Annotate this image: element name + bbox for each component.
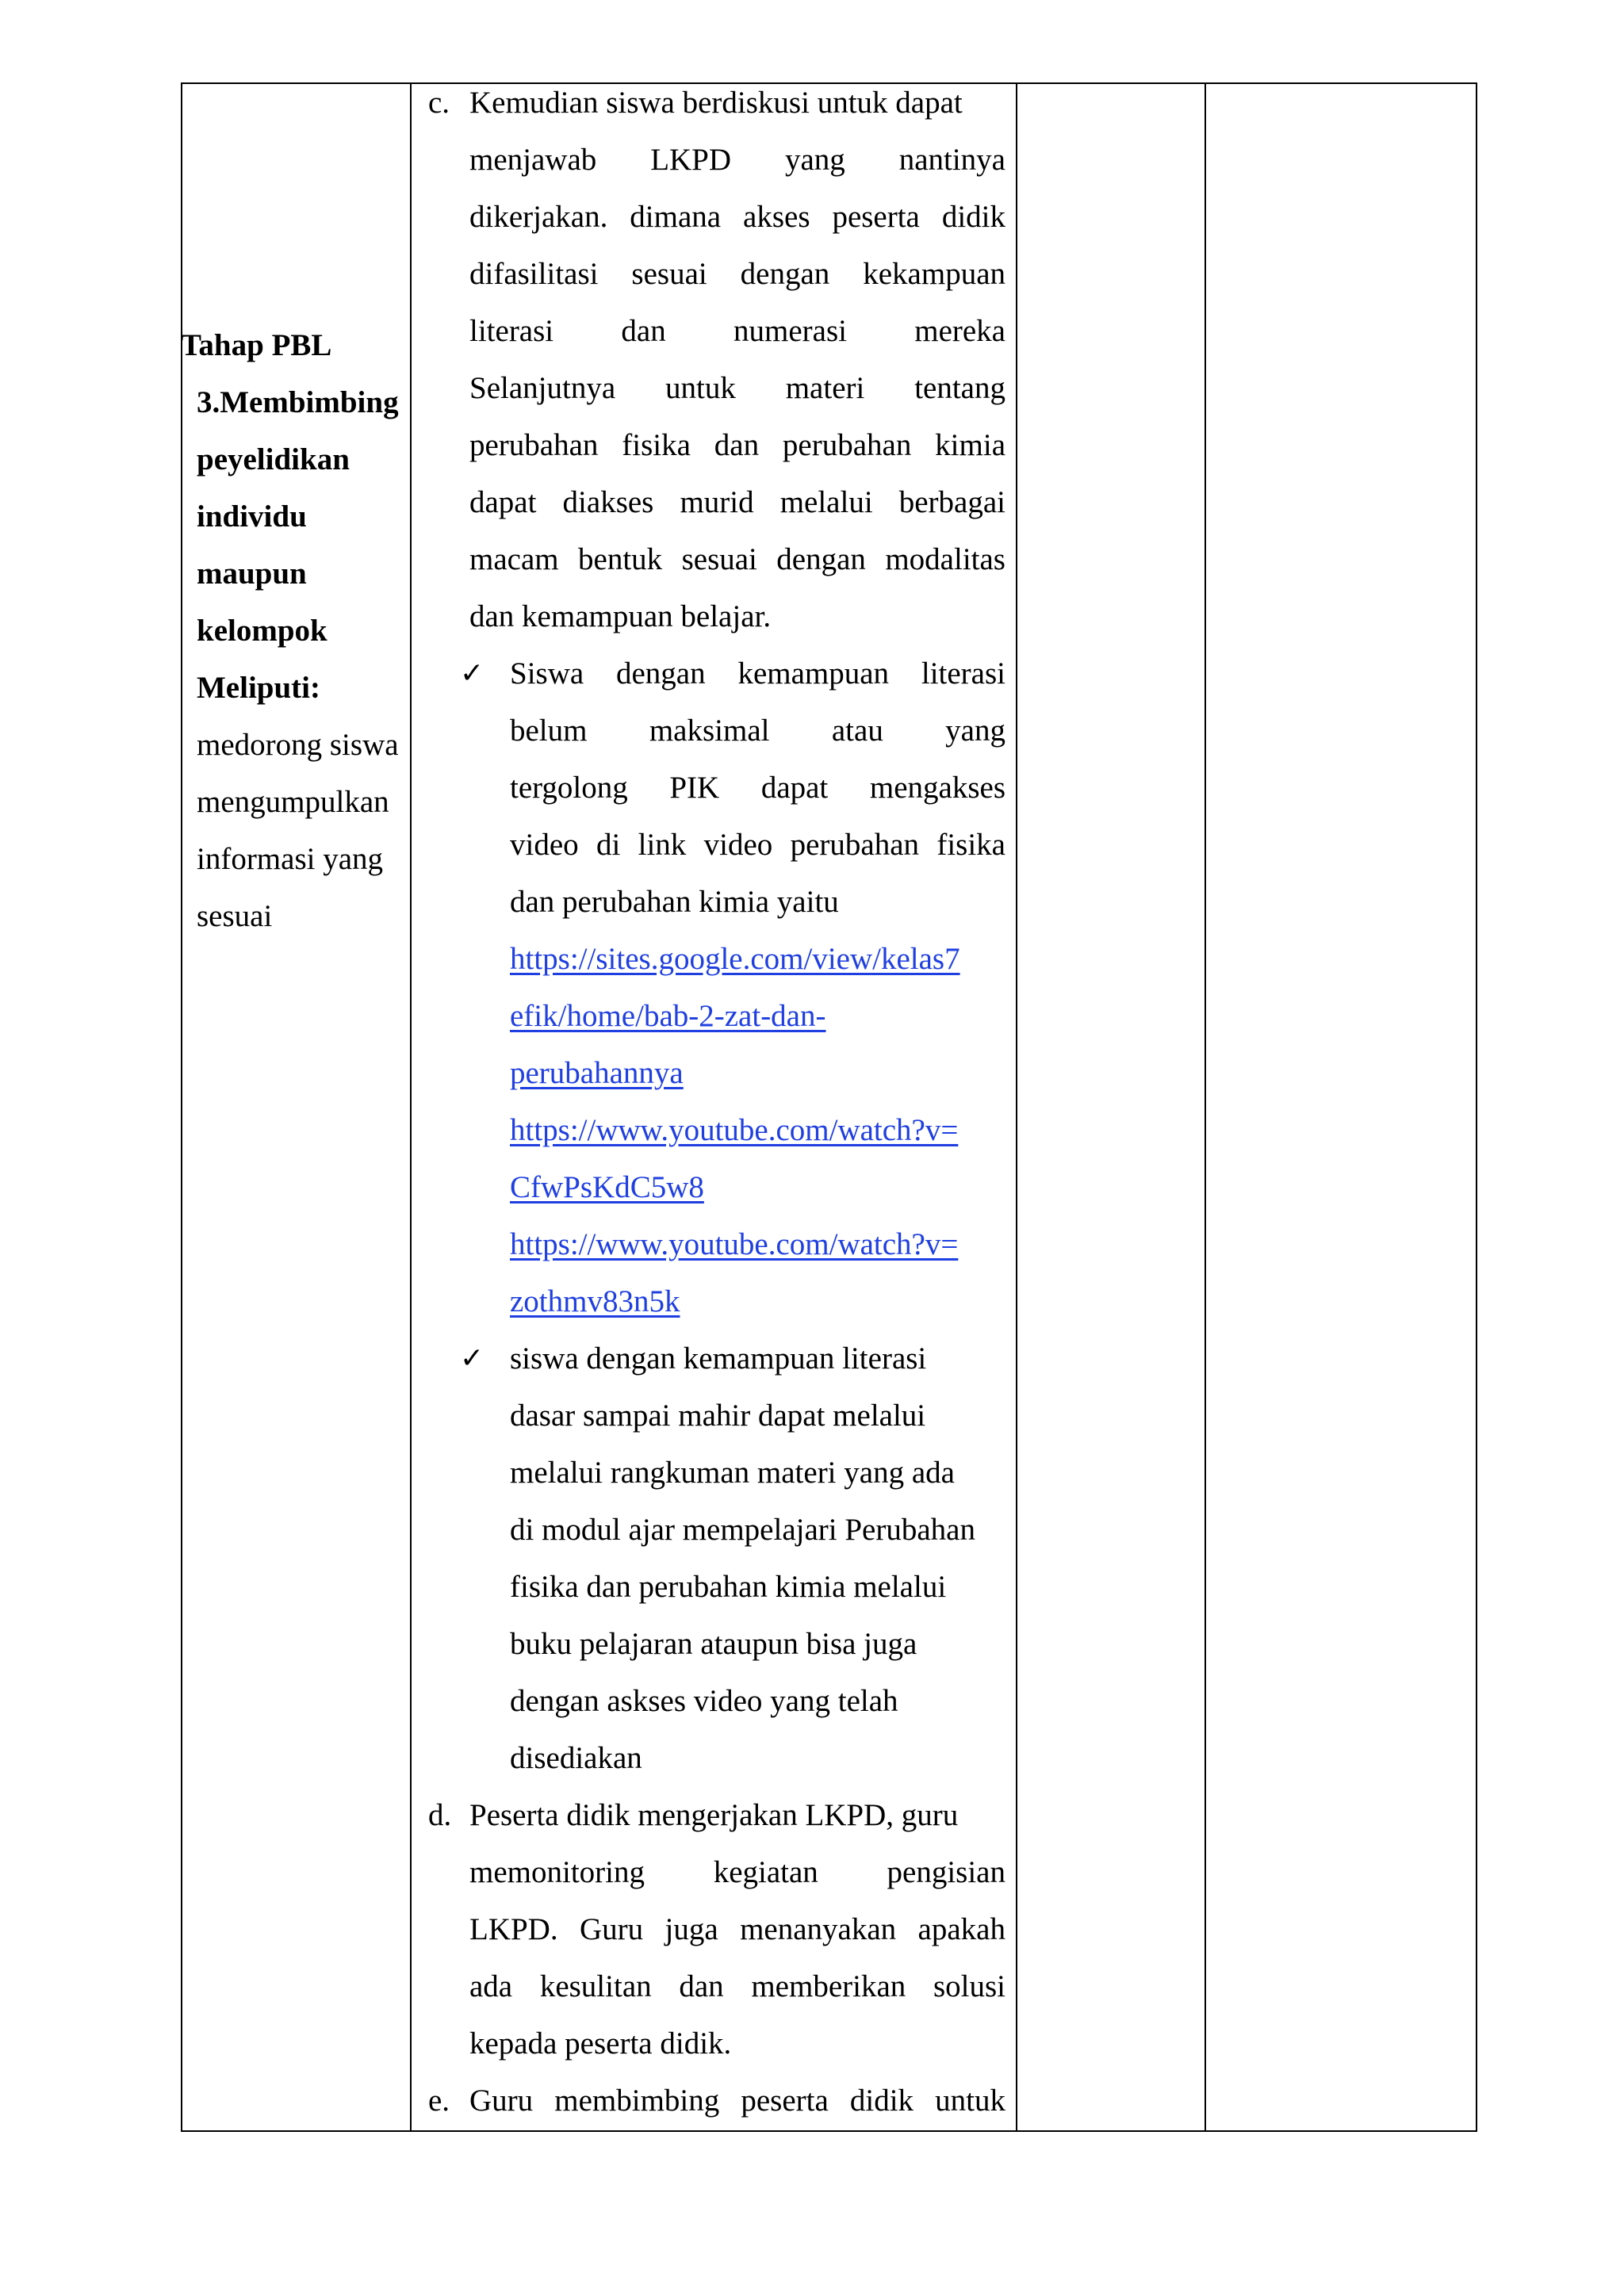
check-item-text: tergolong PIK dapat mengakses (510, 771, 1005, 805)
list-item-text: macam bentuk sesuai dengan modalitas (469, 542, 1005, 576)
list-item-text: Kemudian siswa berdiskusi untuk dapat (469, 86, 963, 120)
video-link[interactable]: zothmv83n5k (510, 1284, 680, 1318)
video-link[interactable]: https://sites.google.com/view/kelas7 (510, 942, 960, 976)
check-item-text: belum maksimal atau yang (510, 714, 1005, 748)
list-item-text: menjawab LKPD yang nantinya (469, 143, 1005, 177)
stage-step: kelompok (197, 614, 327, 648)
column-divider (1205, 84, 1206, 2130)
check-item-text: dan perubahan kimia yaitu (510, 885, 839, 919)
column-divider (1016, 84, 1017, 2130)
check-item-text: disediakan (510, 1741, 642, 1775)
list-item-text: Selanjutnya untuk materi tentang (469, 371, 1005, 405)
list-item-text: dapat diakses murid melalui berbagai (469, 485, 1005, 519)
check-item-text: siswa dengan kemampuan literasi (510, 1341, 927, 1376)
column-divider (410, 84, 412, 2130)
stage-title: Tahap PBL (181, 328, 332, 362)
list-item-text: LKPD. Guru juga menanyakan apakah (469, 1912, 1005, 1946)
stage-step: maupun (197, 557, 307, 591)
check-item-text: dengan askses video yang telah (510, 1684, 898, 1718)
list-item-text: dan kemampuan belajar. (469, 599, 772, 633)
list-item-text: kepada peserta didik. (469, 2026, 732, 2061)
list-item-text: literasi dan numerasi mereka (469, 314, 1005, 348)
list-item-text: difasilitasi sesuai dengan kekampuan (469, 257, 1005, 291)
list-item-text: perubahan fisika dan perubahan kimia (469, 428, 1005, 462)
check-item-text: di modul ajar mempelajari Perubahan (510, 1513, 975, 1547)
stage-description: mengumpulkan (197, 785, 389, 819)
check-item-text: buku pelajaran ataupun bisa juga (510, 1627, 917, 1661)
video-link[interactable]: CfwPsKdC5w8 (510, 1170, 704, 1204)
list-marker: c. (428, 86, 450, 120)
list-item-text: ada kesulitan dan memberikan solusi (469, 1969, 1005, 2003)
video-link[interactable]: perubahannya (510, 1056, 684, 1090)
list-item-text: Peserta didik mengerjakan LKPD, guru (469, 1798, 959, 1832)
stage-step: peyelidikan (197, 442, 350, 476)
list-item-text: Guru membimbing peserta didik untuk (469, 2084, 1005, 2118)
check-item-text: melalui rangkuman materi yang ada (510, 1456, 955, 1490)
checkmark-icon: ✓ (460, 657, 485, 690)
stage-step: individu (197, 499, 307, 534)
list-marker: d. (428, 1798, 452, 1832)
check-item-text: dasar sampai mahir dapat melalui (510, 1399, 926, 1433)
stage-description: informasi yang (197, 842, 384, 876)
stage-step: 3.Membimbing (197, 385, 399, 419)
stage-step: Meliputi: (197, 671, 320, 705)
check-item-text: fisika dan perubahan kimia melalui (510, 1570, 947, 1604)
list-marker: e. (428, 2084, 450, 2118)
video-link[interactable]: efik/home/bab-2-zat-dan- (510, 999, 826, 1033)
video-link[interactable]: https://www.youtube.com/watch?v= (510, 1113, 959, 1147)
list-item-text: dikerjakan. dimana akses peserta didik (469, 200, 1005, 234)
list-item-text: memonitoring kegiatan pengisian (469, 1855, 1005, 1889)
check-item-text: video di link video perubahan fisika (510, 828, 1005, 862)
stage-description: medorong siswa (197, 728, 399, 762)
stage-description: sesuai (197, 899, 273, 933)
video-link[interactable]: https://www.youtube.com/watch?v= (510, 1227, 959, 1261)
checkmark-icon: ✓ (460, 1342, 485, 1375)
check-item-text: Siswa dengan kemampuan literasi (510, 656, 1005, 691)
